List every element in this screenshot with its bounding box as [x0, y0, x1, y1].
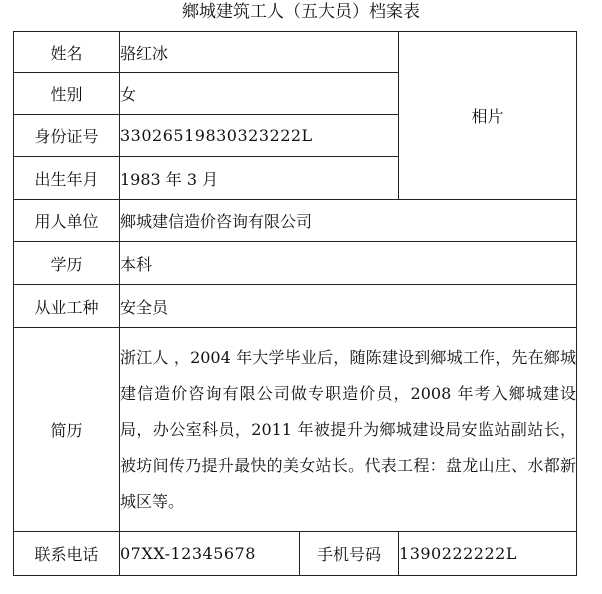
- row-name: [14, 32, 577, 73]
- gender-value: 女: [120, 73, 399, 115]
- name-value: 骆红冰: [120, 32, 399, 73]
- row-contact: [14, 532, 577, 576]
- birth-label: 出生年月: [14, 157, 120, 200]
- phone-label: 联系电话: [14, 532, 120, 576]
- document-title: 鄉城建筑工人（五大员）档案表: [182, 2, 420, 22]
- education-value: 本科: [120, 242, 577, 285]
- mobile-value: 1390222222L: [399, 532, 577, 576]
- row-bio: [14, 328, 577, 532]
- employer-value: 鄉城建信造价咨询有限公司: [120, 200, 577, 242]
- employer-label: 用人单位: [14, 200, 120, 242]
- mobile-label: 手机号码: [300, 532, 399, 576]
- occupation-label: 从业工种: [14, 285, 120, 328]
- occupation-value: 安全员: [120, 285, 577, 328]
- name-label: 姓名: [14, 32, 120, 73]
- birth-value: 1983 年 3 月: [120, 157, 399, 200]
- bio-label: 简历: [14, 328, 120, 532]
- phone-value: 07XX-12345678: [120, 532, 300, 576]
- record-table: [13, 31, 577, 576]
- row-education: [14, 242, 577, 285]
- row-occupation: [14, 285, 577, 328]
- gender-label: 性别: [14, 73, 120, 115]
- bio-value: 浙江人 ，2004 年大学毕业后，随陈建设到鄉城工作，先在鄉城建信造价咨询有限公司做专职造价员，2008 年考入鄉城建设局，办公室科员，2011 年被提升为鄉城建设局安监站副站长，被坊间传乃提升最快的美女站长。代表工程：盘龙山庄、水都新城区等。: [120, 328, 577, 532]
- photo-cell: 相片: [399, 32, 577, 200]
- id-number-value: 33026519830323222L: [120, 115, 399, 157]
- education-label: 学历: [14, 242, 120, 285]
- row-employer: [14, 200, 577, 242]
- id-number-label: 身份证号: [14, 115, 120, 157]
